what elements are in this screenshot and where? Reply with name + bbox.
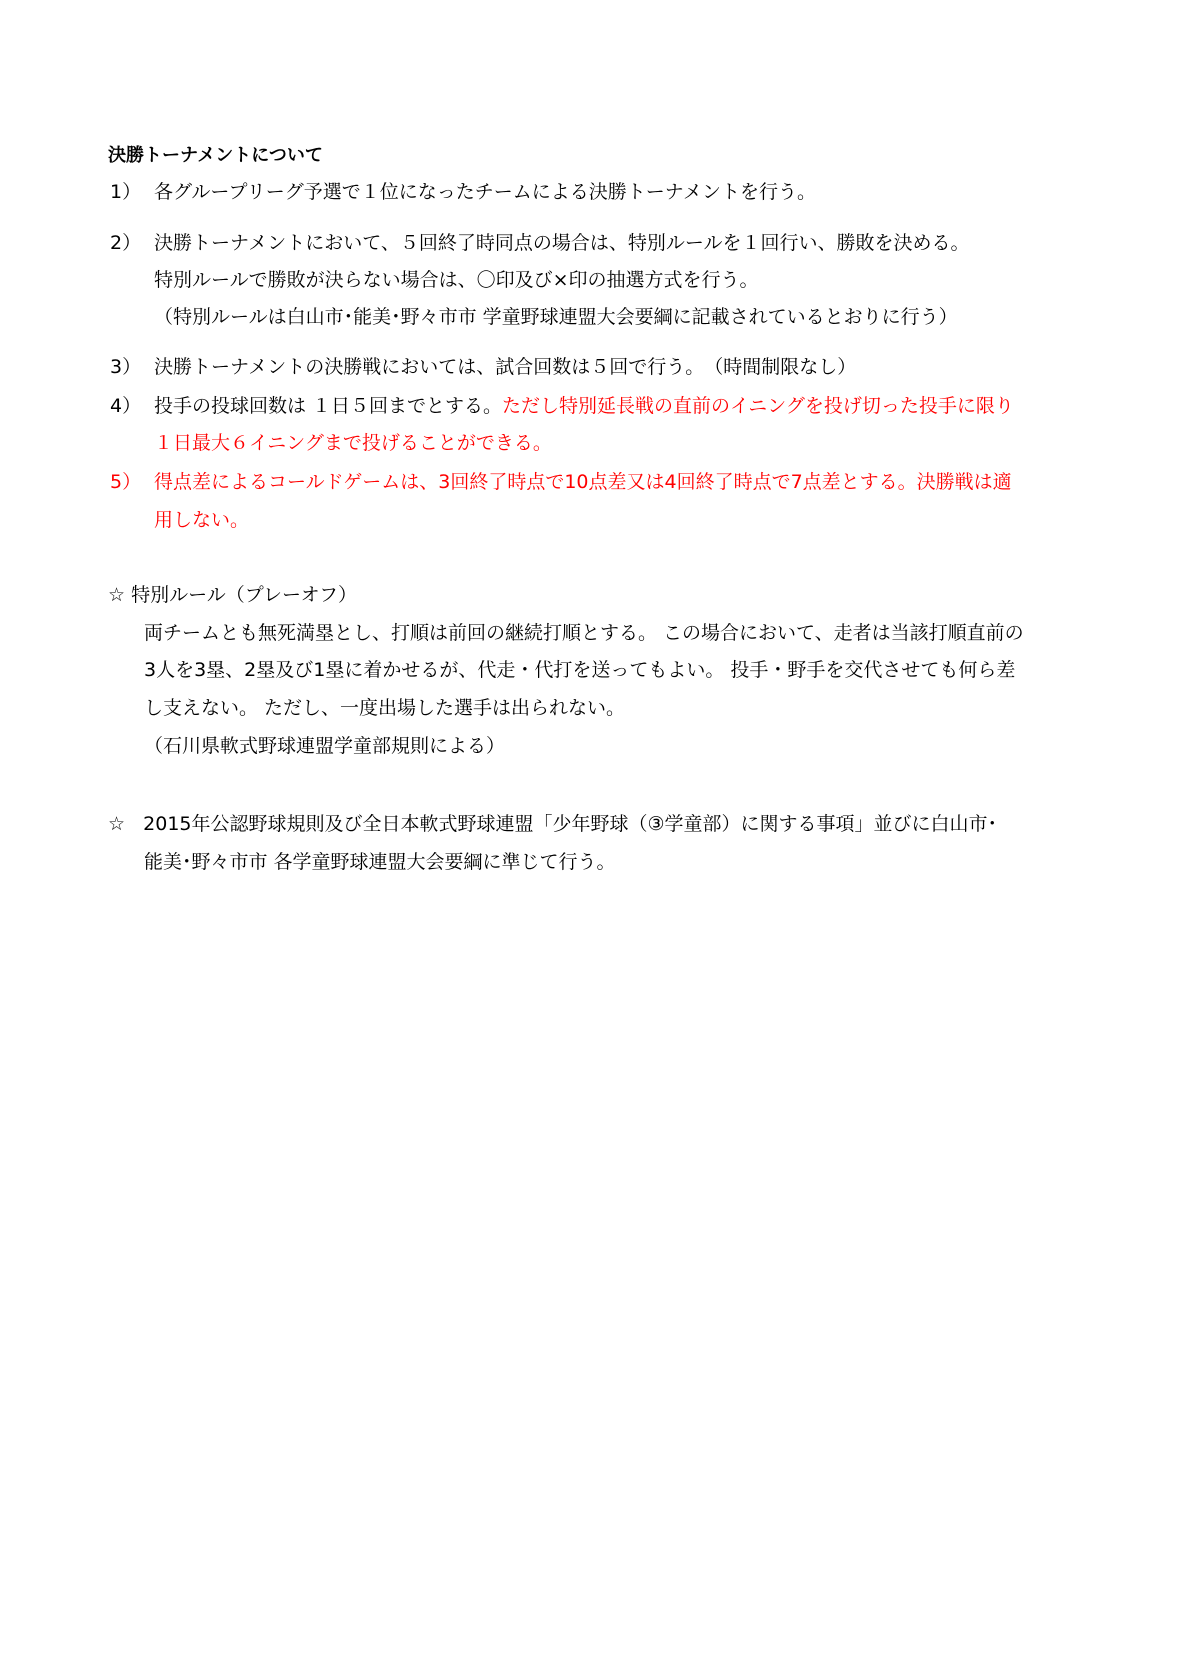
list-item (110, 180, 816, 204)
rules-reference-line: 能美･野々市市 各学童野球連盟大会要綱に準じて行う。 (144, 851, 616, 873)
list-item (110, 355, 856, 379)
item-highlight-text: ただし特別延長戦の直前のイニングを投げ切った投手に限り (502, 395, 1014, 417)
list-item (110, 470, 1012, 494)
item-number: 4） (110, 395, 142, 417)
star-icon: ☆ (108, 584, 126, 606)
item-number: 1） (110, 181, 142, 203)
item-continuation: 特別ルールで勝敗が決らない場合は、〇印及び×印の抽選方式を行う。 (154, 269, 759, 291)
item-number: 5） (110, 471, 142, 493)
star-icon: ☆ (108, 813, 126, 835)
item-text: 決勝トーナメントの決勝戦においては、試合回数は５回で行う。 （時間制限なし） (154, 356, 857, 378)
item-text: 投手の投球回数は １日５回までとする。 (154, 395, 503, 417)
list-item (110, 231, 969, 255)
item-text: 得点差によるコールドゲームは、3回終了時点で10点差又は4回終了時点で7点差とする。決勝戦は適 (154, 471, 1012, 493)
special-rule-source: （石川県軟式野球連盟学童部規則による） (144, 735, 506, 757)
item-text: 決勝トーナメントにおいて、５回終了時同点の場合は、特別ルールを１回行い、勝敗を決める。 (154, 232, 970, 254)
item-note: （特別ルールは白山市･能美･野々市市 学童野球連盟大会要綱に記載されているとおりに行う） (154, 306, 958, 328)
item-number: 3） (110, 356, 142, 378)
item-continuation: 用しない。 (154, 509, 250, 531)
special-rule-line: し支えない。 ただし、一度出場した選手は出られない。 (144, 697, 626, 719)
list-item (110, 394, 1014, 418)
item-continuation: １日最大６イニングまで投げることができる。 (154, 432, 552, 454)
special-rule-line: 両チームとも無死満塁とし、打順は前回の継続打順とする。 この場合において、走者は当該打順直前の (144, 622, 1024, 644)
special-rule-title: 特別ルール（プレーオフ） (131, 584, 358, 606)
section-title: 決勝トーナメントについて (108, 145, 323, 166)
item-text: 各グループリーグ予選で１位になったチームによる決勝トーナメントを行う。 (154, 181, 816, 203)
special-rule-heading (108, 583, 357, 607)
special-rule-line: 3人を3塁、2塁及び1塁に着かせるが、代走・代打を送ってもよい。 投手・野手を交代させても何ら差 (144, 659, 1016, 681)
rules-reference (108, 812, 997, 836)
rules-reference-text: 2015年公認野球規則及び全日本軟式野球連盟「少年野球（③学童部）に関する事項」並びに白山市･ (143, 813, 998, 835)
item-number: 2） (110, 232, 142, 254)
